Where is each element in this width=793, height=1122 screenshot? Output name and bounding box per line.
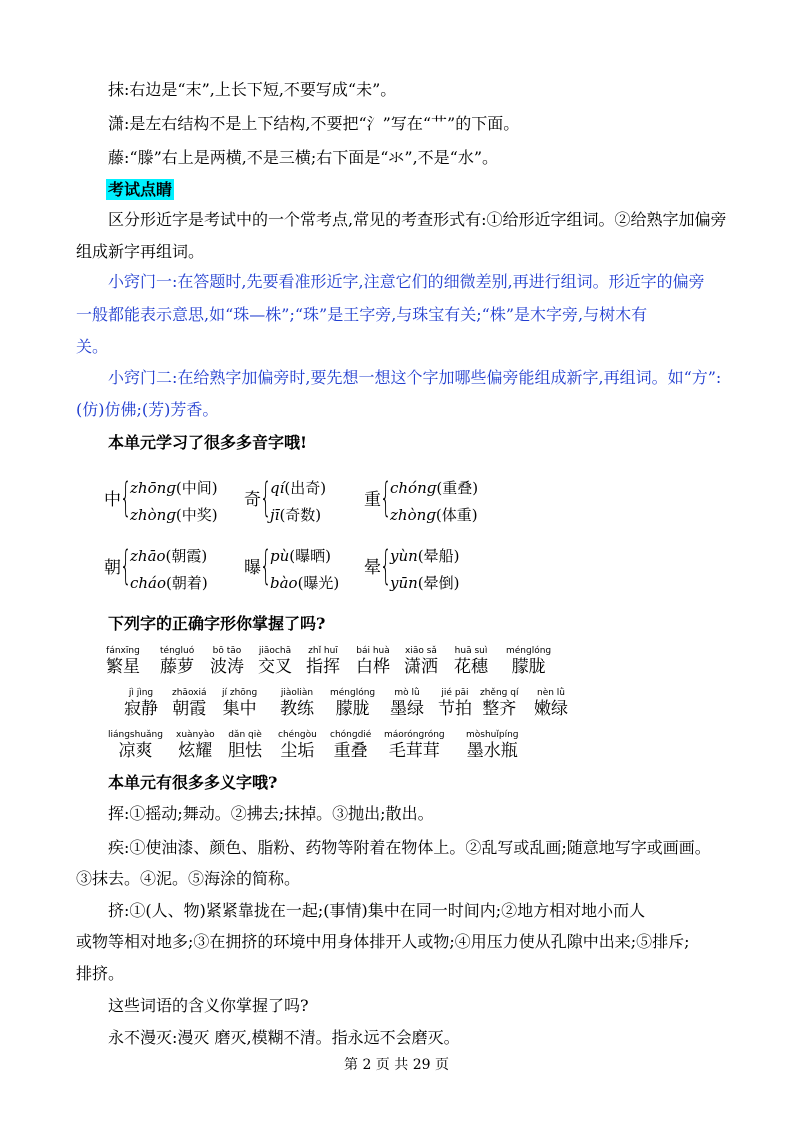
shape-word (258, 646, 292, 678)
shape-word-pinyin: chéngòu (278, 730, 317, 740)
shape-word-pinyin: jí zhōnɡ (222, 688, 258, 698)
shape-word (438, 688, 472, 720)
shape-word-hanzi: 嫩绿 (534, 699, 568, 719)
shape-word-hanzi: 寂静 (124, 699, 158, 719)
shape-word (390, 688, 424, 720)
shape-word-pinyin: xiāo sǎ (405, 646, 437, 656)
shape-word-hanzi: 交叉 (258, 657, 292, 677)
polyphone-reading-1: pù(曝晒) (270, 547, 331, 565)
shape-word-pinyin: máorónɡrónɡ (384, 730, 445, 740)
polyphone-heading: 本单元学习了很多多音字哦! (108, 433, 308, 452)
polysemy-hui: 挥:①摇动;舞动。②拂去;抹掉。③抛出;散出。 (108, 804, 434, 823)
shape-word-hanzi: 朝霞 (172, 699, 207, 719)
shape-word (534, 688, 568, 720)
shape-word-hanzi: 墨水瓶 (466, 741, 518, 761)
shape-word-pinyin: bō tāo (212, 646, 242, 656)
polysemy-tu-a: 疾:①使油漆、颜色、脂粉、药物等附着在物体上。②乱写或乱画;随意地写字或画画。 (108, 838, 711, 857)
polyphone-item (104, 472, 244, 528)
polysemy-tu-b: ③抹去。④泥。⑤海涂的简称。 (76, 869, 301, 888)
shape-word-hanzi: 白桦 (356, 657, 390, 677)
polyphone-reading-1: qí(出奇) (270, 479, 327, 497)
shape-word (306, 646, 340, 678)
shape-word-hanzi: 潇洒 (404, 657, 438, 677)
shape-word (330, 688, 375, 720)
note-teng: 藤:“滕”右上是两横,不是三横;右下面是“氺”,不是“水”。 (108, 148, 499, 167)
shape-word-hanzi: 教练 (280, 699, 314, 719)
shape-word-hanzi: 重叠 (333, 741, 368, 761)
shape-word-pinyin: huā suì (454, 646, 488, 656)
shape-word (124, 688, 158, 720)
shape-word-pinyin: zhǐ huī (308, 646, 338, 656)
polyphone-char: 奇 (244, 490, 261, 510)
shape-word-hanzi: 朦胧 (511, 657, 546, 677)
shape-word-pinyin: chónɡdié (330, 730, 372, 740)
brace-icon: { (120, 475, 132, 521)
brace-icon: { (380, 543, 392, 589)
shape-word-pinyin: jiāochā (258, 646, 292, 656)
shape-word-hanzi: 炫耀 (178, 741, 213, 761)
polyphone-item (104, 540, 244, 596)
polyphone-reading-2: zhònɡ(体重) (390, 506, 478, 524)
polyphone-char: 朝 (104, 558, 121, 578)
shape-word-pinyin: mò lǜ (394, 688, 420, 698)
polyphone-reading-2: cháo(朝着) (130, 574, 208, 592)
shape-word (172, 688, 207, 720)
exam-p1-a: 区分形近字是考试中的一个常考点,常见的考查形式有:①给形近字组词。②给熟字加偏旁 (108, 210, 727, 229)
polyphone-item (364, 472, 504, 528)
shape-word-pinyin: mòshuǐpínɡ (466, 730, 519, 740)
shape-word (210, 646, 244, 678)
shape-word-pinyin: dǎn qiè (228, 730, 262, 740)
polyphone-reading-2: zhònɡ(中奖) (130, 506, 218, 524)
polysemy-ji-b: 或物等相对地多;③在拥挤的环境中用身体排开人或物;④用压力使从孔隙中出来;⑤排斥; (76, 932, 690, 951)
exam-p1-b: 组成新字再组词。 (76, 242, 205, 261)
shape-word-hanzi: 藤萝 (160, 657, 195, 677)
brace-icon: { (380, 475, 392, 521)
polyphone-reading-1: zhōnɡ(中间) (130, 479, 218, 497)
shape-word-pinyin: ménɡlónɡ (506, 646, 552, 656)
shape-word (384, 730, 445, 762)
polyphone-reading-2: yūn(晕倒) (390, 574, 460, 592)
polyphone-reading-1: chónɡ(重叠) (390, 479, 479, 497)
shape-word-hanzi: 指挥 (306, 657, 340, 677)
shape-word-pinyin: ténɡluó (160, 646, 195, 656)
polyphone-reading-1: zhāo(朝霞) (130, 547, 208, 565)
shape-word-hanzi: 整齐 (482, 699, 517, 719)
note-mo: 抹:右边是“末”,上长下短,不要写成“未”。 (108, 80, 397, 99)
shapes-heading: 下列字的正确字形你掌握了吗? (108, 614, 326, 633)
polyphone-char: 重 (364, 490, 381, 510)
shape-word-hanzi: 毛茸茸 (388, 741, 440, 761)
exam-heading: 考试点睛 (108, 180, 173, 199)
meaning-heading: 这些词语的含义你掌握了吗? (108, 996, 309, 1015)
shape-word-hanzi: 朦胧 (335, 699, 370, 719)
note-xiao: 潇:是左右结构不是上下结构,不要把“氵”写在“艹”的下面。 (108, 114, 520, 133)
shape-word (222, 688, 257, 720)
shape-word (466, 730, 519, 762)
polyphone-reading-2: bào(曝光) (270, 574, 340, 592)
tip2-b: (仿)仿佛;(芳)芳香。 (76, 400, 219, 419)
shape-word-pinyin: zhāoxiá (172, 688, 207, 698)
shape-word-pinyin: liánɡshuǎnɡ (108, 730, 163, 740)
tip1-c: 关。 (76, 337, 109, 356)
shape-word (278, 730, 317, 762)
shape-word-hanzi: 繁星 (106, 657, 140, 677)
tip1-a: 小窍门一:在答题时,先要看准形近字,注意它们的细微差别,再进行组词。形近字的偏旁 (108, 272, 705, 291)
polyphone-char: 中 (104, 490, 121, 510)
shape-word-pinyin: ménɡlónɡ (330, 688, 376, 698)
polyphone-char: 晕 (364, 558, 381, 578)
shape-word-hanzi: 花穗 (454, 657, 488, 677)
brace-icon: { (120, 543, 132, 589)
shape-word (280, 688, 314, 720)
polysemy-heading: 本单元有很多多义字哦? (108, 773, 278, 792)
shape-word-hanzi: 墨绿 (390, 699, 424, 719)
shape-word-pinyin: nèn lǜ (536, 688, 565, 698)
shape-word (356, 646, 390, 678)
polyphone-item (364, 540, 504, 596)
tip1-b: 一般都能表示意思,如“珠—株”;“珠”是王字旁,与珠宝有关;“株”是木字旁,与树木有 (76, 305, 648, 324)
shape-word (176, 730, 215, 762)
shape-word-hanzi: 波涛 (210, 657, 244, 677)
shape-word-hanzi: 集中 (222, 699, 257, 719)
page-footer: 第 2 页 共 29 页 (344, 1057, 449, 1073)
polysemy-ji-c: 排挤。 (76, 964, 125, 983)
polyphone-item (244, 472, 384, 528)
polyphone-reading-2: jī(奇数) (270, 506, 322, 524)
shape-word-pinyin: bái huà (356, 646, 390, 656)
shape-word-pinyin: jié pāi (441, 688, 469, 698)
shape-word (106, 646, 140, 678)
shape-word-hanzi: 胆怯 (228, 741, 262, 761)
shape-word (160, 646, 194, 678)
shape-word-hanzi: 凉爽 (118, 741, 153, 761)
shape-word (404, 646, 438, 678)
shape-word (454, 646, 488, 678)
shape-word-hanzi: 节拍 (438, 699, 472, 719)
polyphone-char: 曝 (244, 558, 261, 578)
shape-word (330, 730, 371, 762)
shape-word (228, 730, 262, 762)
polyphone-item (244, 540, 384, 596)
polysemy-ji-a: 挤:①(人、物)紧紧靠拢在一起;(事情)集中在同一时间内;②地方相对地小而人 (108, 901, 646, 920)
shape-word-pinyin: xuànyào (176, 730, 215, 740)
brace-icon: { (260, 475, 272, 521)
shape-word (108, 730, 163, 762)
shape-word-pinyin: jì jìnɡ (128, 688, 154, 698)
shape-word (480, 688, 518, 720)
shape-word (506, 646, 551, 678)
meaning-line: 永不漫灭:漫灭 磨灭,模糊不清。指永远不会磨灭。 (108, 1028, 460, 1047)
shape-word-pinyin: jiàoliàn (280, 688, 314, 698)
polyphone-reading-1: yùn(晕船) (390, 547, 460, 565)
shape-word-pinyin: zhěnɡ qí (480, 688, 519, 698)
brace-icon: { (260, 543, 272, 589)
shape-word-pinyin: fánxīnɡ (106, 646, 140, 656)
shape-word-hanzi: 尘垢 (280, 741, 315, 761)
tip2-a: 小窍门二:在给熟字加偏旁时,要先想一想这个字加哪些偏旁能组成新字,再组词。如“方”: (108, 368, 722, 387)
